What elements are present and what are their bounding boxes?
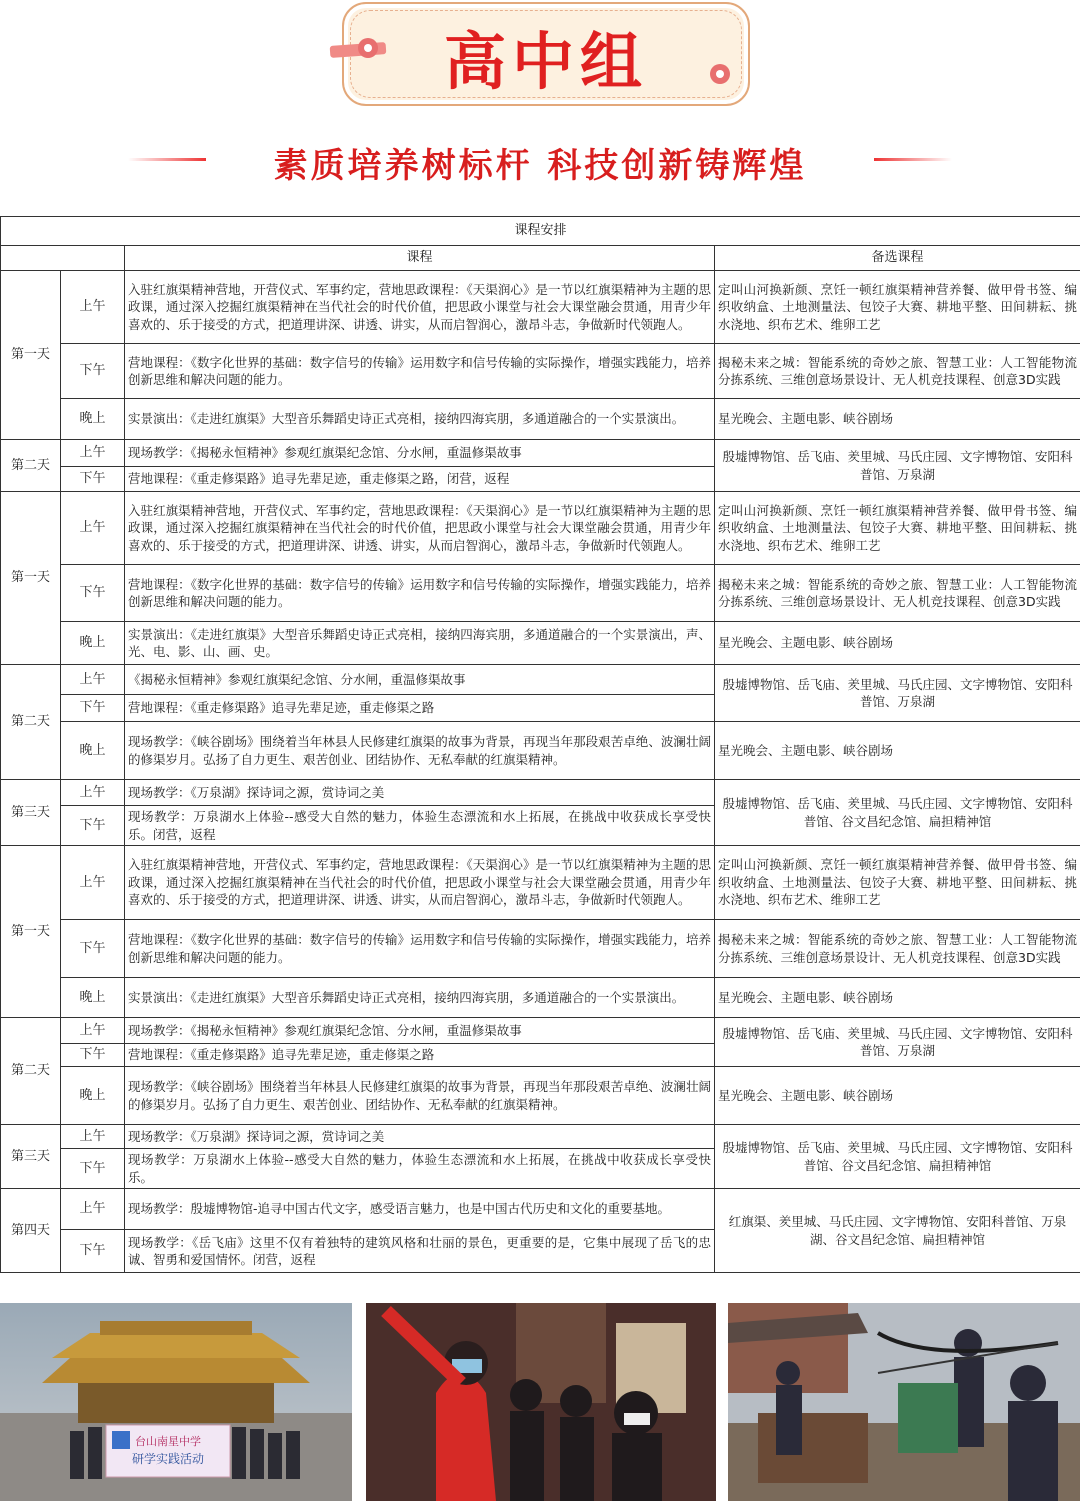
optional-cell: 殷墟博物馆、岳飞庙、羑里城、马氏庄园、文字博物馆、安阳科普馆、万泉湖: [715, 665, 1080, 722]
time-cell: 晚上: [61, 978, 125, 1018]
photo-archery: [728, 1303, 1080, 1501]
time-cell: 下午: [61, 806, 125, 846]
optional-cell: 揭秘未来之城：智能系统的奇妙之旅、智慧工业：人工智能物流分拣系统、三维创意场景设计、无人机竞技课程、创意3D实践: [715, 565, 1080, 622]
course-cell: 现场教学：万泉湖水上体验--感受大自然的魅力，体验生态漂流和水上拓展，在挑战中收获成长享受快乐。: [125, 1149, 715, 1189]
course-cell: 现场教学：殷墟博物馆-追寻中国古代文字，感受语言魅力，也是中国古代历史和文化的重要基地。: [125, 1189, 715, 1230]
day-cell: 第一天: [1, 492, 61, 665]
photo-museum: [366, 1303, 716, 1501]
course-cell: 《揭秘永恒精神》参观红旗渠纪念馆、分水闸，重温修渠故事: [125, 665, 715, 695]
time-cell: 上午: [61, 440, 125, 467]
header-blank: [1, 246, 125, 271]
course-cell: 实景演出：《走进红旗渠》大型音乐舞蹈史诗正式亮相，接纳四海宾朋，多通道融合的一个实景演出，声、光、电、影、山、画、史。: [125, 622, 715, 665]
optional-cell: 星光晚会、主题电影、峡谷剧场: [715, 978, 1080, 1018]
optional-cell: 殷墟博物馆、岳飞庙、羑里城、马氏庄园、文字博物馆、安阳科普馆、谷文昌纪念馆、扁担精神馆: [715, 780, 1080, 846]
banner-school-text: 台山南星中学: [135, 1435, 201, 1448]
optional-cell: 揭秘未来之城：智能系统的奇妙之旅、智慧工业：人工智能物流分拣系统、三维创意场景设计、无人机竞技课程、创意3D实践: [715, 344, 1080, 399]
optional-cell: 定叫山河换新颜、烹饪一顿红旗渠精神营养餐、做甲骨书签、编织收纳盒、土地测量法、包饺子大赛、耕地平整、田间耕耘、挑水浇地、织布艺术、维卵工艺: [715, 271, 1080, 344]
course-cell: 现场教学：《揭秘永恒精神》参观红旗渠纪念馆、分水闸，重温修渠故事: [125, 1018, 715, 1044]
slogan-text: 素质培养树标杆 科技创新铸辉煌: [273, 146, 807, 186]
time-cell: 下午: [61, 1230, 125, 1273]
optional-cell: 红旗渠、羑里城、马氏庄园、文字博物馆、安阳科普馆、万泉湖、谷文昌纪念馆、扁担精神馆: [715, 1189, 1080, 1273]
day-cell: 第四天: [1, 1189, 61, 1273]
time-cell: 上午: [61, 1125, 125, 1149]
photo-strip: [0, 1303, 1080, 1501]
optional-cell: 定叫山河换新颜、烹饪一顿红旗渠精神营养餐、做甲骨书签、编织收纳盒、土地测量法、包饺子大赛、耕地平整、田间耕耘、挑水浇地、织布艺术、维卵工艺: [715, 492, 1080, 565]
photo-group: [0, 1303, 352, 1501]
optional-cell: 殷墟博物馆、岳飞庙、羑里城、马氏庄园、文字博物馆、安阳科普馆、万泉湖: [715, 440, 1080, 492]
course-cell: 现场教学：《揭秘永恒精神》参观红旗渠纪念馆、分水闸，重温修渠故事: [125, 440, 715, 467]
course-cell: 现场教学：《峡谷剧场》围绕着当年林县人民修建红旗渠的故事为背景，再现当年那段艰苦卓绝、波澜壮阔的修渠岁月。弘扬了自力更生、艰苦创业、团结协作、无私奉献的红旗渠精神。: [125, 1067, 715, 1125]
day-cell: 第二天: [1, 665, 61, 780]
course-cell: 现场教学：《万泉湖》探诗词之源，赏诗词之美: [125, 1125, 715, 1149]
course-cell: 营地课程：《数字化世界的基础：数字信号的传输》运用数字和信号传输的实际操作，增强实践能力，培养创新思维和解决问题的能力。: [125, 920, 715, 978]
course-cell: 营地课程：《数字化世界的基础：数字信号的传输》运用数字和信号传输的实际操作，增强实践能力，培养创新思维和解决问题的能力。: [125, 344, 715, 399]
day-cell: 第一天: [1, 271, 61, 440]
schedule-table: [0, 216, 1080, 1273]
header-course: 课程: [125, 246, 715, 271]
time-cell: 上午: [61, 665, 125, 695]
header-optional: 备选课程: [715, 246, 1080, 271]
time-cell: 上午: [61, 271, 125, 344]
course-cell: 入驻红旗渠精神营地，开营仪式、军事约定，营地思政课程：《天渠润心》是一节以红旗渠精神为主题的思政课，通过深入挖掘红旗渠精神在当代社会的时代价值，把思政小课堂与社会大课堂融会贯通，用青少年喜欢的、乐于接受的方式，把道理讲深、讲透、讲实，从而启智润心，激昂斗志，争做新时代领跑人。: [125, 846, 715, 920]
day-cell: 第一天: [1, 846, 61, 1018]
table-caption: 课程安排: [1, 217, 1080, 246]
course-cell: 现场教学：万泉湖水上体验--感受大自然的魅力，体验生态漂流和水上拓展，在挑战中收获成长享受快乐。闭营，返程: [125, 806, 715, 846]
title-banner: [342, 2, 750, 106]
banner-main-text: 研学实践活动: [131, 1452, 205, 1466]
optional-cell: 定叫山河换新颜、烹饪一顿红旗渠精神营养餐、做甲骨书签、编织收纳盒、土地测量法、包饺子大赛、耕地平整、田间耕耘、挑水浇地、织布艺术、维卵工艺: [715, 846, 1080, 920]
optional-cell: 殷墟博物馆、岳飞庙、羑里城、马氏庄园、文字博物馆、安阳科普馆、谷文昌纪念馆、扁担精神馆: [715, 1125, 1080, 1189]
time-cell: 上午: [61, 1018, 125, 1044]
time-cell: 上午: [61, 846, 125, 920]
optional-cell: 星光晚会、主题电影、峡谷剧场: [715, 1067, 1080, 1125]
course-cell: 现场教学：《峡谷剧场》围绕着当年林县人民修建红旗渠的故事为背景，再现当年那段艰苦卓绝、波澜壮阔的修渠岁月。弘扬了自力更生、艰苦创业、团结协作、无私奉献的红旗渠精神。: [125, 722, 715, 780]
time-cell: 下午: [61, 1149, 125, 1189]
optional-cell: 星光晚会、主题电影、峡谷剧场: [715, 622, 1080, 665]
optional-cell: 揭秘未来之城：智能系统的奇妙之旅、智慧工业：人工智能物流分拣系统、三维创意场景设计、无人机竞技课程、创意3D实践: [715, 920, 1080, 978]
course-cell: 入驻红旗渠精神营地，开营仪式、军事约定，营地思政课程：《天渠润心》是一节以红旗渠精神为主题的思政课，通过深入挖掘红旗渠精神在当代社会的时代价值，把思政小课堂与社会大课堂融会贯通，用青少年喜欢的、乐于接受的方式，把道理讲深、讲透、讲实，从而启智润心，激昂斗志，争做新时代领跑人。: [125, 492, 715, 565]
course-cell: 营地课程：《数字化世界的基础：数字信号的传输》运用数字和信号传输的实际操作，增强实践能力，培养创新思维和解决问题的能力。: [125, 565, 715, 622]
time-cell: 下午: [61, 1044, 125, 1067]
time-cell: 上午: [61, 780, 125, 806]
course-cell: 营地课程：《重走修渠路》追寻先辈足迹，重走修渠之路: [125, 695, 715, 722]
course-cell: 营地课程：《重走修渠路》追寻先辈足迹，重走修渠之路: [125, 1044, 715, 1067]
time-cell: 下午: [61, 695, 125, 722]
time-cell: 下午: [61, 467, 125, 492]
time-cell: 晚上: [61, 1067, 125, 1125]
course-cell: 实景演出：《走进红旗渠》大型音乐舞蹈史诗正式亮相，接纳四海宾朋，多通道融合的一个实景演出。: [125, 978, 715, 1018]
time-cell: 下午: [61, 920, 125, 978]
optional-cell: 殷墟博物馆、岳飞庙、羑里城、马氏庄园、文字博物馆、安阳科普馆、万泉湖: [715, 1018, 1080, 1067]
slogan: [0, 138, 1080, 186]
course-cell: 营地课程：《重走修渠路》追寻先辈足迹，重走修渠之路，闭营，返程: [125, 467, 715, 492]
day-cell: 第二天: [1, 440, 61, 492]
optional-cell: 星光晚会、主题电影、峡谷剧场: [715, 722, 1080, 780]
time-cell: 晚上: [61, 622, 125, 665]
course-cell: 现场教学：《岳飞庙》这里不仅有着独特的建筑风格和壮丽的景色，更重要的是，它集中展现了岳飞的忠诚、智勇和爱国情怀。闭营，返程: [125, 1230, 715, 1273]
time-cell: 上午: [61, 492, 125, 565]
page-title: 高中组: [443, 25, 648, 98]
day-cell: 第二天: [1, 1018, 61, 1125]
optional-cell: 星光晚会、主题电影、峡谷剧场: [715, 399, 1080, 440]
time-cell: 下午: [61, 344, 125, 399]
time-cell: 晚上: [61, 722, 125, 780]
course-cell: 实景演出：《走进红旗渠》大型音乐舞蹈史诗正式亮相，接纳四海宾朋，多通道融合的一个实景演出。: [125, 399, 715, 440]
day-cell: 第三天: [1, 1125, 61, 1189]
course-cell: 入驻红旗渠精神营地，开营仪式、军事约定，营地思政课程：《天渠润心》是一节以红旗渠精神为主题的思政课，通过深入挖掘红旗渠精神在当代社会的时代价值，把思政小课堂与社会大课堂融会贯通，用青少年喜欢的、乐于接受的方式，把道理讲深、讲透、讲实，从而启智润心，激昂斗志，争做新时代领跑人。: [125, 271, 715, 344]
time-cell: 下午: [61, 565, 125, 622]
time-cell: 晚上: [61, 399, 125, 440]
time-cell: 上午: [61, 1189, 125, 1230]
course-cell: 现场教学：《万泉湖》探诗词之源，赏诗词之美: [125, 780, 715, 806]
day-cell: 第三天: [1, 780, 61, 846]
